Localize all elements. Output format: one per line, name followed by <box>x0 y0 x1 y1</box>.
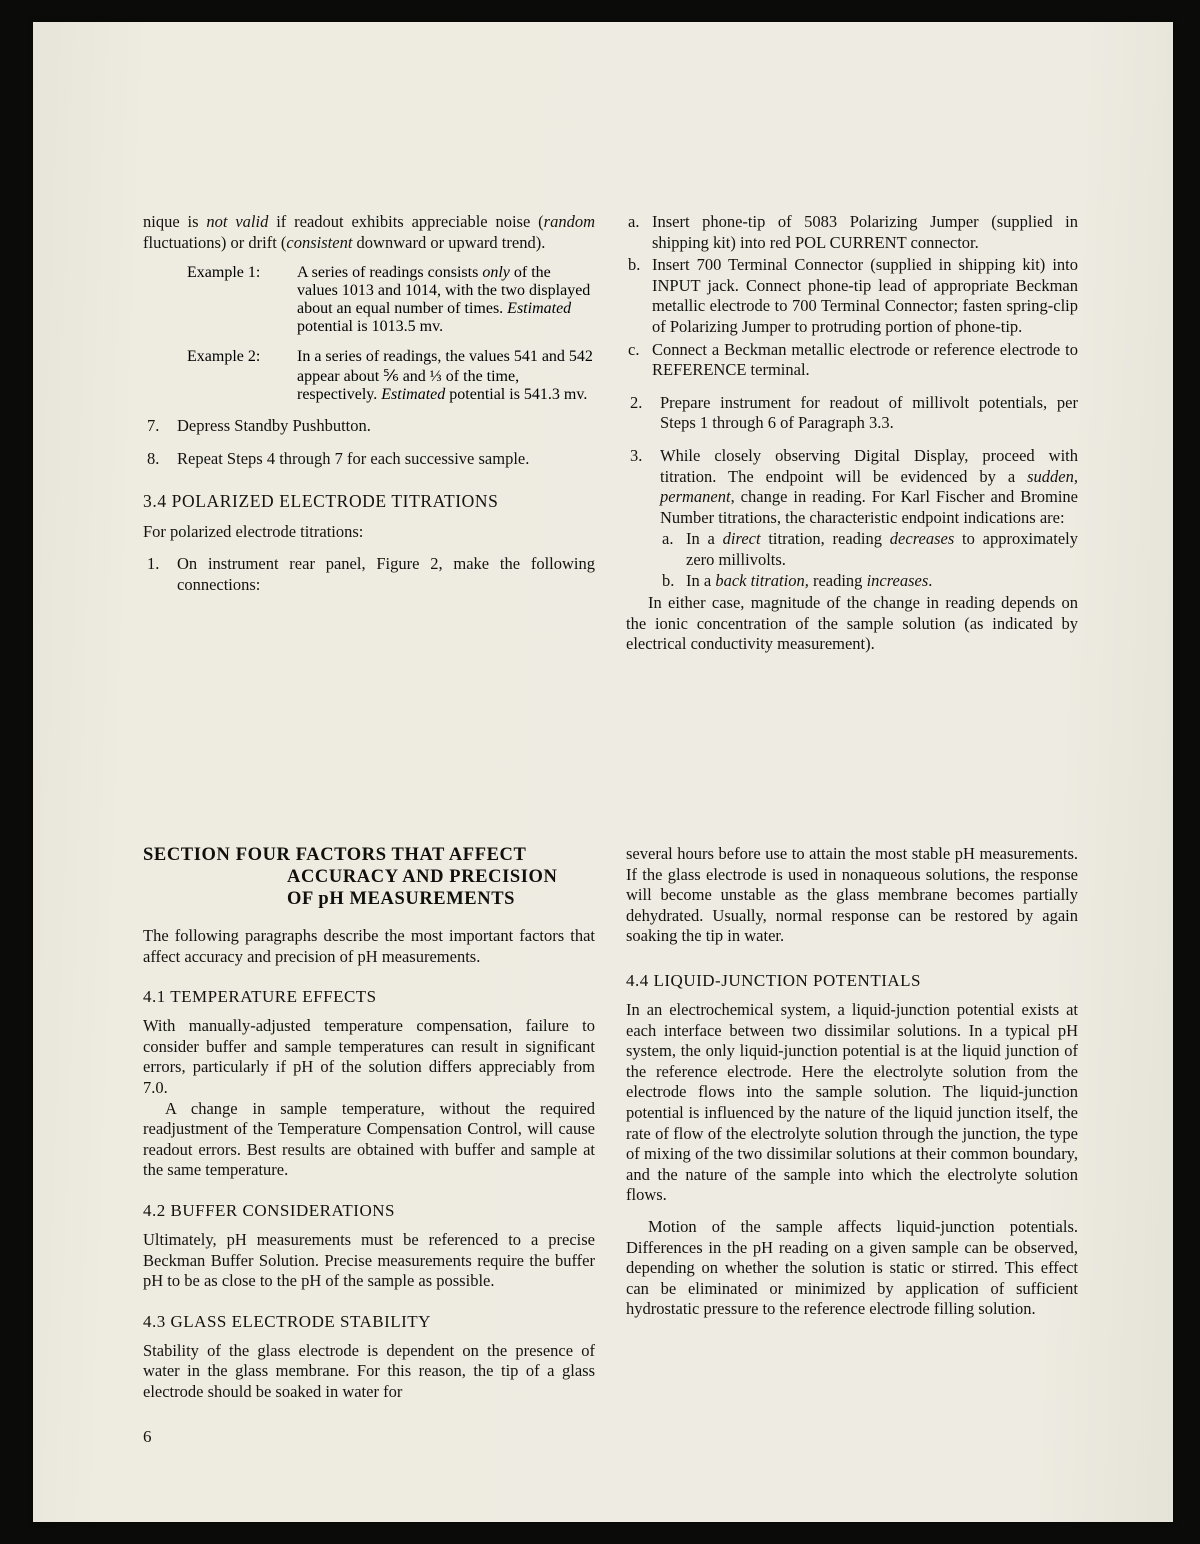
sub-item-text: Insert phone-tip of 5083 Polarizing Jumper (supplied in shipping kit) into red POL CURRENT connector. <box>652 212 1078 252</box>
list-item <box>626 393 1078 434</box>
list-item <box>143 449 595 470</box>
step-number: 8. <box>147 448 160 468</box>
section-four-intro: The following paragraphs describe the most important factors that affect accuracy and precision of pH measurements. <box>143 926 595 966</box>
step-text: While closely observing Digital Display, proceed with titration. The endpoint will be evidenced by a sudden, permanent, change in reading. For Karl Fischer and Bromine Number titrations, the characteristic endpoint indications are: <box>660 445 1078 527</box>
section-lead-text: For polarized electrode titrations: <box>143 522 364 542</box>
step-number: 7. <box>147 416 160 436</box>
sub-item-text: In a back titration, reading increases. <box>686 570 933 590</box>
list-item <box>143 554 595 595</box>
sub-item-letter: b. <box>662 570 675 590</box>
section-four-title-line2: ACCURACY AND PRECISION <box>287 867 558 887</box>
paragraph-4-1-b: A change in sample temperature, without the required readjustment of the Temperature Compensation Control, will cause readout errors. Best results are obtained with buffer and sample at the same temperature. <box>143 1098 595 1180</box>
example-1-label: Example 1: <box>187 264 261 282</box>
paragraph-4-4-a: In an electrochemical system, a liquid-junction potential exists at each interface between two dissimilar solutions. In a typical pH system, the only liquid-junction potential is at the liquid junction of the reference electrode. Here the electrolyte solution from the electrode flows into the sample solution. The liquid-junction potential is influenced by the nature of the liquid junction itself, the rate of flow of the electrolyte solution through the junction, the type of mixing of the two dissimilar solutions at their common boundary, and the nature of the sample into which the electrolyte solution flows. <box>626 999 1078 1205</box>
paragraph-4-2-a: Ultimately, pH measurements must be referenced to a precise Beckman Buffer Solution. Precise measurements require the buffer pH to be as close to the pH of the sample as possible. <box>143 1229 595 1291</box>
list-item <box>143 416 595 437</box>
section-heading-3-4: 3.4 POLARIZED ELECTRODE TITRATIONS <box>143 491 499 512</box>
example-2 <box>187 348 595 404</box>
intro-paragraph: nique is not valid if readout exhibits appreciable noise (random fluctuations) or drift (consistent downward or upward trend). <box>143 212 595 252</box>
section-heading-4-4: 4.4 LIQUID-JUNCTION POTENTIALS <box>626 970 921 990</box>
step-text: Depress Standby Pushbutton. <box>177 416 371 436</box>
step-text: Prepare instrument for readout of millivolt potentials, per Steps 1 through 6 of Paragraph 3.3. <box>660 392 1078 433</box>
left-steps-list <box>143 416 595 469</box>
example-2-text: In a series of readings, the values 541 and 542 appear about ⅚ and ⅓ of the time, respectively. Estimated potential is 541.3 mv. <box>297 348 593 404</box>
sub-item-text: Insert 700 Terminal Connector (supplied in shipping kit) into INPUT jack. Connect phone-tip lead of appropriate Beckman metallic electrode to 700 Terminal Connector; fasten spring-clip of Polarizing Jumper to protruding portion of phone-tip. <box>652 255 1078 336</box>
section-four-block <box>143 844 1078 1414</box>
list-item <box>626 446 1078 591</box>
left-column-top <box>143 212 595 666</box>
left-numbered-list <box>143 554 595 595</box>
list-item <box>626 340 1078 381</box>
sub-item-letter: b. <box>628 255 641 275</box>
sub-item-letter: a. <box>662 529 674 549</box>
closing-paragraph: In either case, magnitude of the change in reading depends on the ionic concentration of the sample solution (as indicated by electrical conductivity measurement). <box>626 593 1078 654</box>
sub-item-text: In a direct titration, reading decreases to approximately zero millivolts. <box>686 529 1078 569</box>
section-four-title <box>143 844 595 910</box>
right-column-top <box>626 212 1078 666</box>
section-four-title-line1: SECTION FOUR FACTORS THAT AFFECT <box>143 845 527 865</box>
step-number: 3. <box>630 445 643 465</box>
paragraph-4-3-a: Stability of the glass electrode is dependent on the presence of water in the glass membrane. For this reason, the tip of a glass electrode should be soaked in water for <box>143 1340 595 1401</box>
upper-content <box>143 212 1078 666</box>
section-four-title-line3: OF pH MEASUREMENTS <box>287 889 516 909</box>
page-sheet <box>33 22 1173 1522</box>
paragraph-4-4-b: Motion of the sample affects liquid-junction potentials. Differences in the pH reading on a given sample can be observed, depending on whether the solution is static or stirred. This effect can be eliminated or minimized by application of sufficient hydrostatic pressure to the reference electrode filling solution. <box>626 1216 1078 1319</box>
step-text: Repeat Steps 4 through 7 for each successive sample. <box>177 448 530 468</box>
section-four-left-column <box>143 844 595 1414</box>
paragraph-4-3-continuation: several hours before use to attain the most stable pH measurements. If the glass electrode is used in nonaqueous solutions, the response will become unstable as the glass membrane becomes partially dehydrated. Usually, normal response can be restored by again soaking the tip in water. <box>626 844 1078 946</box>
step-text: On instrument rear panel, Figure 2, make the following connections: <box>177 553 595 594</box>
example-1-text: A series of readings consists only of the values 1013 and 1014, with the two displayed about an equal number of times. Estimated potential is 1013.5 mv. <box>297 264 591 336</box>
page-number: 6 <box>143 1427 152 1446</box>
list-item <box>626 255 1078 337</box>
example-1 <box>187 264 595 336</box>
sub-item-letter: c. <box>628 339 640 359</box>
example-2-label: Example 2: <box>187 348 261 366</box>
step3-sub-a <box>660 529 1078 570</box>
section-four-right-column <box>626 844 1078 1414</box>
sub-item-letter: a. <box>628 212 640 231</box>
right-steps-list <box>626 393 1078 591</box>
paragraph-4-1-a: With manually-adjusted temperature compensation, failure to consider buffer and sample temperatures can result in significant errors, particularly if pH of the solution differs appreciably from 7.0. <box>143 1016 595 1097</box>
list-item <box>626 212 1078 253</box>
step-number: 2. <box>630 392 643 412</box>
page-surface <box>33 22 1173 1522</box>
connection-sub-items <box>626 212 1078 381</box>
step3-sub-b <box>660 571 1078 592</box>
section-heading-4-2: 4.2 BUFFER CONSIDERATIONS <box>143 1200 395 1220</box>
section-heading-4-3: 4.3 GLASS ELECTRODE STABILITY <box>143 1311 431 1331</box>
sub-item-text: Connect a Beckman metallic electrode or reference electrode to REFERENCE terminal. <box>652 339 1078 380</box>
step-number: 1. <box>147 553 160 573</box>
section-heading-4-1: 4.1 TEMPERATURE EFFECTS <box>143 987 377 1007</box>
